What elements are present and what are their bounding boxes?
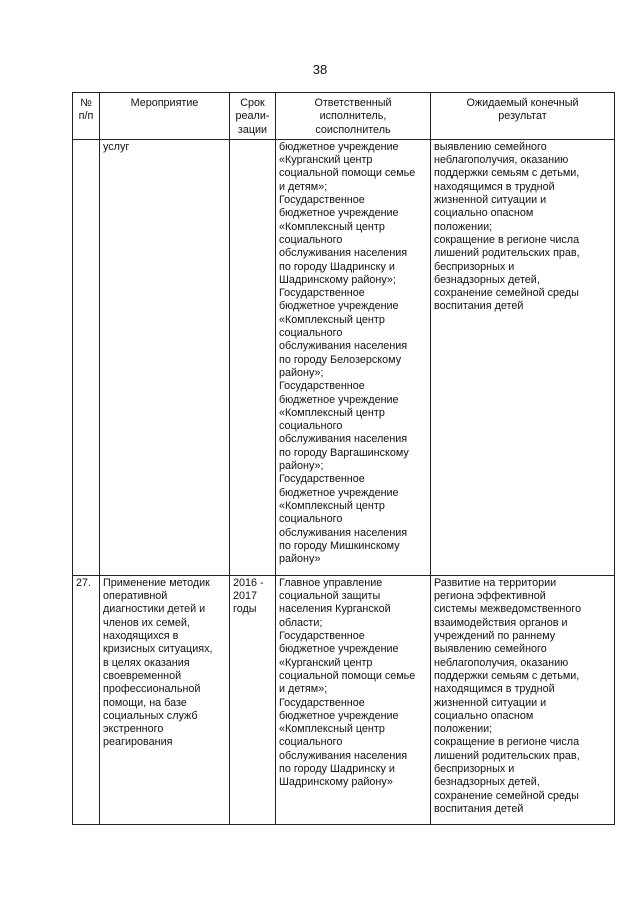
cell-executor: бюджетное учреждение «Курганский центр социальной помощи семье и детям»; Государственное бюджетное учреждение «Комплексный центр социального обслуживания населения по городу Шадринску и Шадринскому району»; Государственное бюджетное учреждение «Комплексный центр социального обслуживания населения по городу Белозерскому району»; Государственное бюджетное учреждение «Комплексный центр социального обслуживания населения по городу Варгашинскому району»; Государственное бюджетное учреждение «Комплексный центр социального обслуживания населения по городу Мишкинскому району» [276,139,431,575]
cell-number [73,139,100,575]
cell-term: 2016 - 2017 годы [230,575,276,824]
header-executor: Ответственный исполнитель, соисполнитель [276,93,431,140]
cell-executor: Главное управление социальной защиты населения Курганской области; Государственное бюджетное учреждение «Курганский центр социальной помощи семье и детям»; Государственное бюджетное учреждение «Комплексный центр социального обслуживания населения по городу Шадринску и Шадринскому району» [276,575,431,824]
cell-term [230,139,276,575]
page-number: 38 [312,62,328,77]
cell-activity: услуг [100,139,230,575]
table-row [73,139,615,575]
activities-table [72,92,615,825]
table-header-row [73,93,615,140]
header-number: № п/п [73,93,100,140]
cell-result: Развитие на территории региона эффективной системы межведомственного взаимодействия органов и учреждений по раннему выявлению семейного неблагополучия, оказанию поддержки семьям с детьми, находящимся в трудной жизненной ситуации и социально опасном положении; сокращение в регионе числа лишений родительских прав, беспризорных и безнадзорных детей, сохранение семейной среды воспитания детей [431,575,615,824]
header-term: Срок реали- зации [230,93,276,140]
cell-number: 27. [73,575,100,824]
header-result: Ожидаемый конечный результат [431,93,615,140]
cell-activity: Применение методик оперативной диагностики детей и членов их семей, находящихся в кризисных ситуациях, в целях оказания своевременной профессиональной помощи, на базе социальных служб экстренного реагирования [100,575,230,824]
header-activity: Мероприятие [100,93,230,140]
cell-result: выявлению семейного неблагополучия, оказанию поддержки семьям с детьми, находящимся в трудной жизненной ситуации и социально опасном положении; сокращение в регионе числа лишений родительских прав, беспризорных и безнадзорных детей, сохранение семейной среды воспитания детей [431,139,615,575]
table-row [73,575,615,824]
